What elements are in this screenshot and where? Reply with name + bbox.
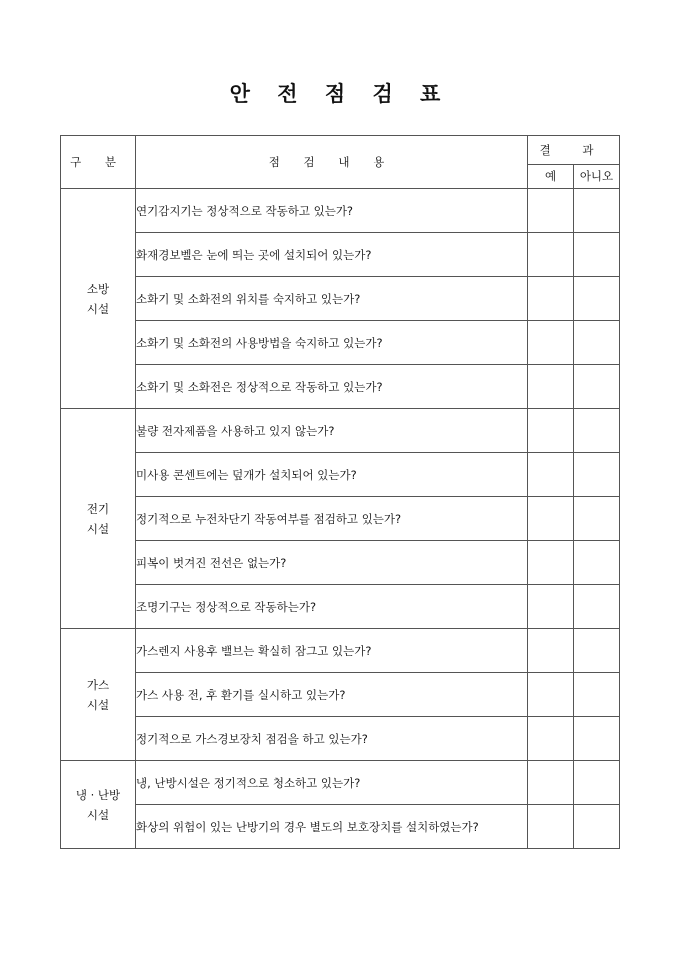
check-item: 정기적으로 가스경보장치 점검을 하고 있는가?	[136, 717, 528, 761]
table-row	[61, 585, 620, 629]
check-item: 미사용 콘센트에는 덮개가 설치되어 있는가?	[136, 453, 528, 497]
no-checkbox-cell[interactable]	[574, 233, 620, 277]
check-item: 정기적으로 누전차단기 작동여부를 점검하고 있는가?	[136, 497, 528, 541]
check-item: 화재경보벨은 눈에 띄는 곳에 설치되어 있는가?	[136, 233, 528, 277]
yes-checkbox-cell[interactable]	[528, 321, 574, 365]
yes-checkbox-cell[interactable]	[528, 717, 574, 761]
inspection-table	[60, 135, 620, 849]
no-checkbox-cell[interactable]	[574, 277, 620, 321]
yes-checkbox-cell[interactable]	[528, 189, 574, 233]
table-row	[61, 717, 620, 761]
yes-checkbox-cell[interactable]	[528, 673, 574, 717]
check-item: 냉, 난방시설은 정기적으로 청소하고 있는가?	[136, 761, 528, 805]
check-item: 소화기 및 소화전의 위치를 숙지하고 있는가?	[136, 277, 528, 321]
table-row	[61, 497, 620, 541]
table-row	[61, 673, 620, 717]
yes-checkbox-cell[interactable]	[528, 233, 574, 277]
check-item: 조명기구는 정상적으로 작동하는가?	[136, 585, 528, 629]
page-title: 안 전 점 검 표	[229, 81, 451, 106]
category-cell: 소방 시설	[61, 189, 136, 409]
yes-checkbox-cell[interactable]	[528, 541, 574, 585]
yes-checkbox-cell[interactable]	[528, 761, 574, 805]
no-checkbox-cell[interactable]	[574, 629, 620, 673]
yes-checkbox-cell[interactable]	[528, 497, 574, 541]
table-row	[61, 761, 620, 805]
no-checkbox-cell[interactable]	[574, 409, 620, 453]
yes-checkbox-cell[interactable]	[528, 585, 574, 629]
table-row	[61, 365, 620, 409]
table-row	[61, 409, 620, 453]
table-row	[61, 189, 620, 233]
no-checkbox-cell[interactable]	[574, 541, 620, 585]
no-checkbox-cell[interactable]	[574, 761, 620, 805]
check-item: 소화기 및 소화전의 사용방법을 숙지하고 있는가?	[136, 321, 528, 365]
category-cell: 냉 · 난방 시설	[61, 761, 136, 849]
table-row	[61, 541, 620, 585]
check-item: 화상의 위험이 있는 난방기의 경우 별도의 보호장치를 설치하였는가?	[136, 805, 528, 849]
no-checkbox-cell[interactable]	[574, 717, 620, 761]
yes-checkbox-cell[interactable]	[528, 277, 574, 321]
header-no: 아니오	[574, 164, 620, 188]
no-checkbox-cell[interactable]	[574, 585, 620, 629]
table-row	[61, 629, 620, 673]
table-row	[61, 277, 620, 321]
header-category: 구 분	[61, 136, 136, 189]
no-checkbox-cell[interactable]	[574, 365, 620, 409]
yes-checkbox-cell[interactable]	[528, 365, 574, 409]
no-checkbox-cell[interactable]	[574, 189, 620, 233]
check-item: 가스 사용 전, 후 환기를 실시하고 있는가?	[136, 673, 528, 717]
header-yes: 예	[528, 164, 574, 188]
header-result: 결 과	[528, 136, 620, 165]
category-cell: 전기 시설	[61, 409, 136, 629]
no-checkbox-cell[interactable]	[574, 321, 620, 365]
yes-checkbox-cell[interactable]	[528, 453, 574, 497]
table-row	[61, 321, 620, 365]
yes-checkbox-cell[interactable]	[528, 805, 574, 849]
check-item: 불량 전자제품을 사용하고 있지 않는가?	[136, 409, 528, 453]
header-content: 점 검 내 용	[136, 136, 528, 189]
table-body	[61, 189, 620, 849]
check-item: 가스렌지 사용후 밸브는 확실히 잠그고 있는가?	[136, 629, 528, 673]
check-item: 피복이 벗겨진 전선은 없는가?	[136, 541, 528, 585]
no-checkbox-cell[interactable]	[574, 673, 620, 717]
table-row	[61, 233, 620, 277]
yes-checkbox-cell[interactable]	[528, 629, 574, 673]
check-item: 소화기 및 소화전은 정상적으로 작동하고 있는가?	[136, 365, 528, 409]
yes-checkbox-cell[interactable]	[528, 409, 574, 453]
table-row	[61, 805, 620, 849]
category-cell: 가스 시설	[61, 629, 136, 761]
no-checkbox-cell[interactable]	[574, 805, 620, 849]
check-item: 연기감지기는 정상적으로 작동하고 있는가?	[136, 189, 528, 233]
table-header	[61, 136, 620, 189]
no-checkbox-cell[interactable]	[574, 453, 620, 497]
table-row	[61, 453, 620, 497]
no-checkbox-cell[interactable]	[574, 497, 620, 541]
